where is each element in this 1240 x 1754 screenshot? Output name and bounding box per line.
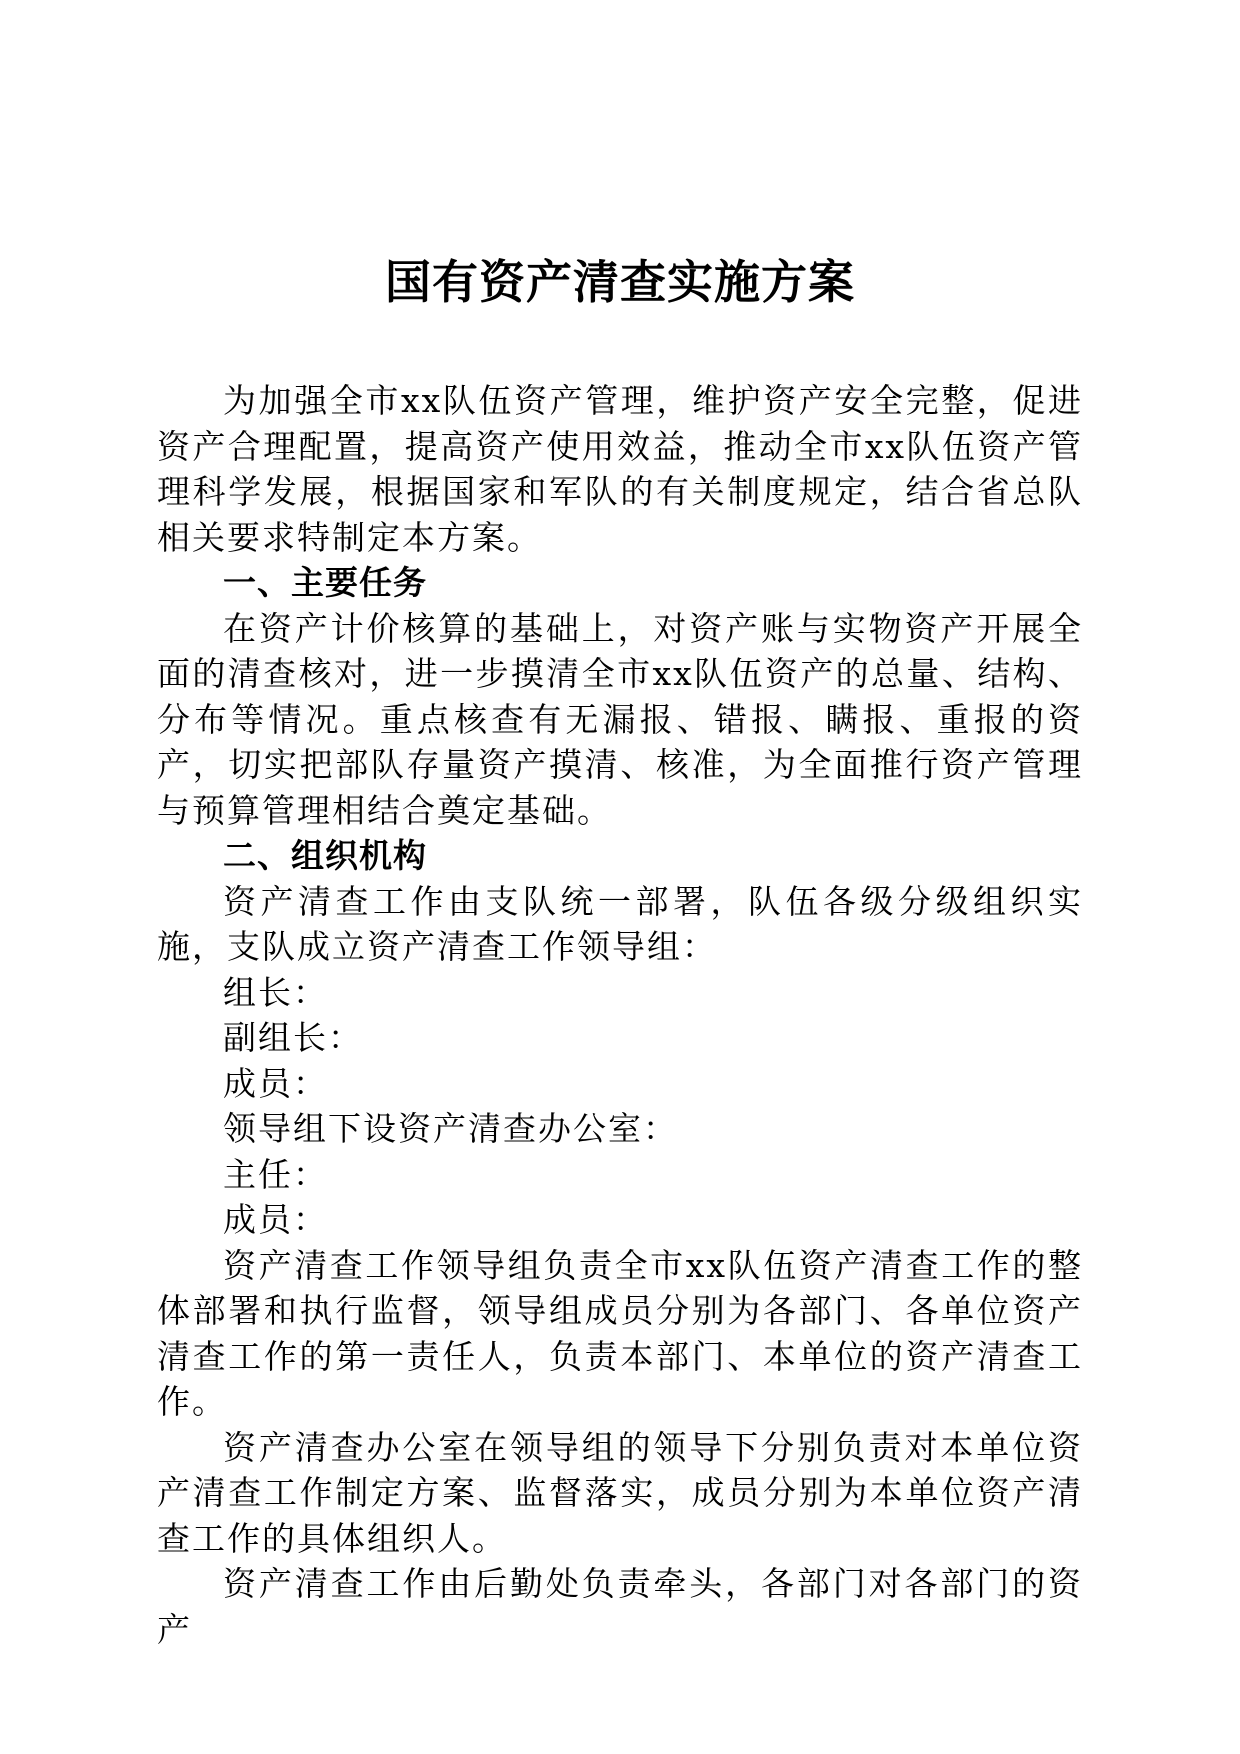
deputy-leader-line: 副组长：: [223, 1018, 363, 1057]
document-title: 国有资产清查实施方案: [385, 255, 855, 309]
director-line: 主任：: [223, 1154, 328, 1194]
intro-paragraph: 为加强全市xx队伍资产管理，维护资产安全完整，促进资产合理配置，提高资产使用效益，推动全市xx队伍资产管理科学发展，根据国家和军队的有关制度规定，结合省总队相关要求特制定本方案。: [157, 381, 1083, 557]
main-tasks-paragraph: 在资产计价核算的基础上，对资产账与实物资产开展全面的清查核对，进一步摸清全市xx队伍资产的总量、结构、分布等情况。重点核查有无漏报、错报、瞒报、重报的资产，切实把部队存量资产摸清、核准，为全面推行资产管理与预算管理相结合奠定基础。: [157, 608, 1083, 830]
office-duty-paragraph: 资产清查办公室在领导组的领导下分别负责对本单位资产清查工作制定方案、监督落实，成员分别为本单位资产清查工作的具体组织人。: [157, 1427, 1083, 1558]
leader-line: 组长：: [223, 972, 328, 1012]
office-intro-line: 领导组下设资产清查办公室：: [223, 1109, 678, 1148]
logistics-paragraph: 资产清查工作由后勤处负责牵头，各部门对各部门的资产: [157, 1564, 1083, 1649]
members-line: 成员：: [223, 1063, 328, 1103]
document-body: [157, 378, 1083, 1652]
group-duty-paragraph: 资产清查工作领导组负责全市xx队伍资产清查工作的整体部署和执行监督，领导组成员分别为各部门、各单位资产清查工作的第一责任人，负责本部门、本单位的资产清查工作。: [157, 1245, 1083, 1421]
office-members-line: 成员：: [223, 1200, 328, 1239]
section-heading-main-tasks: 一、主要任务: [223, 563, 427, 602]
organization-paragraph: 资产清查工作由支队统一部署，队伍各级分级组织实施，支队成立资产清查工作领导组：: [157, 881, 1083, 966]
section-heading-organization: 二、组织机构: [223, 836, 427, 875]
